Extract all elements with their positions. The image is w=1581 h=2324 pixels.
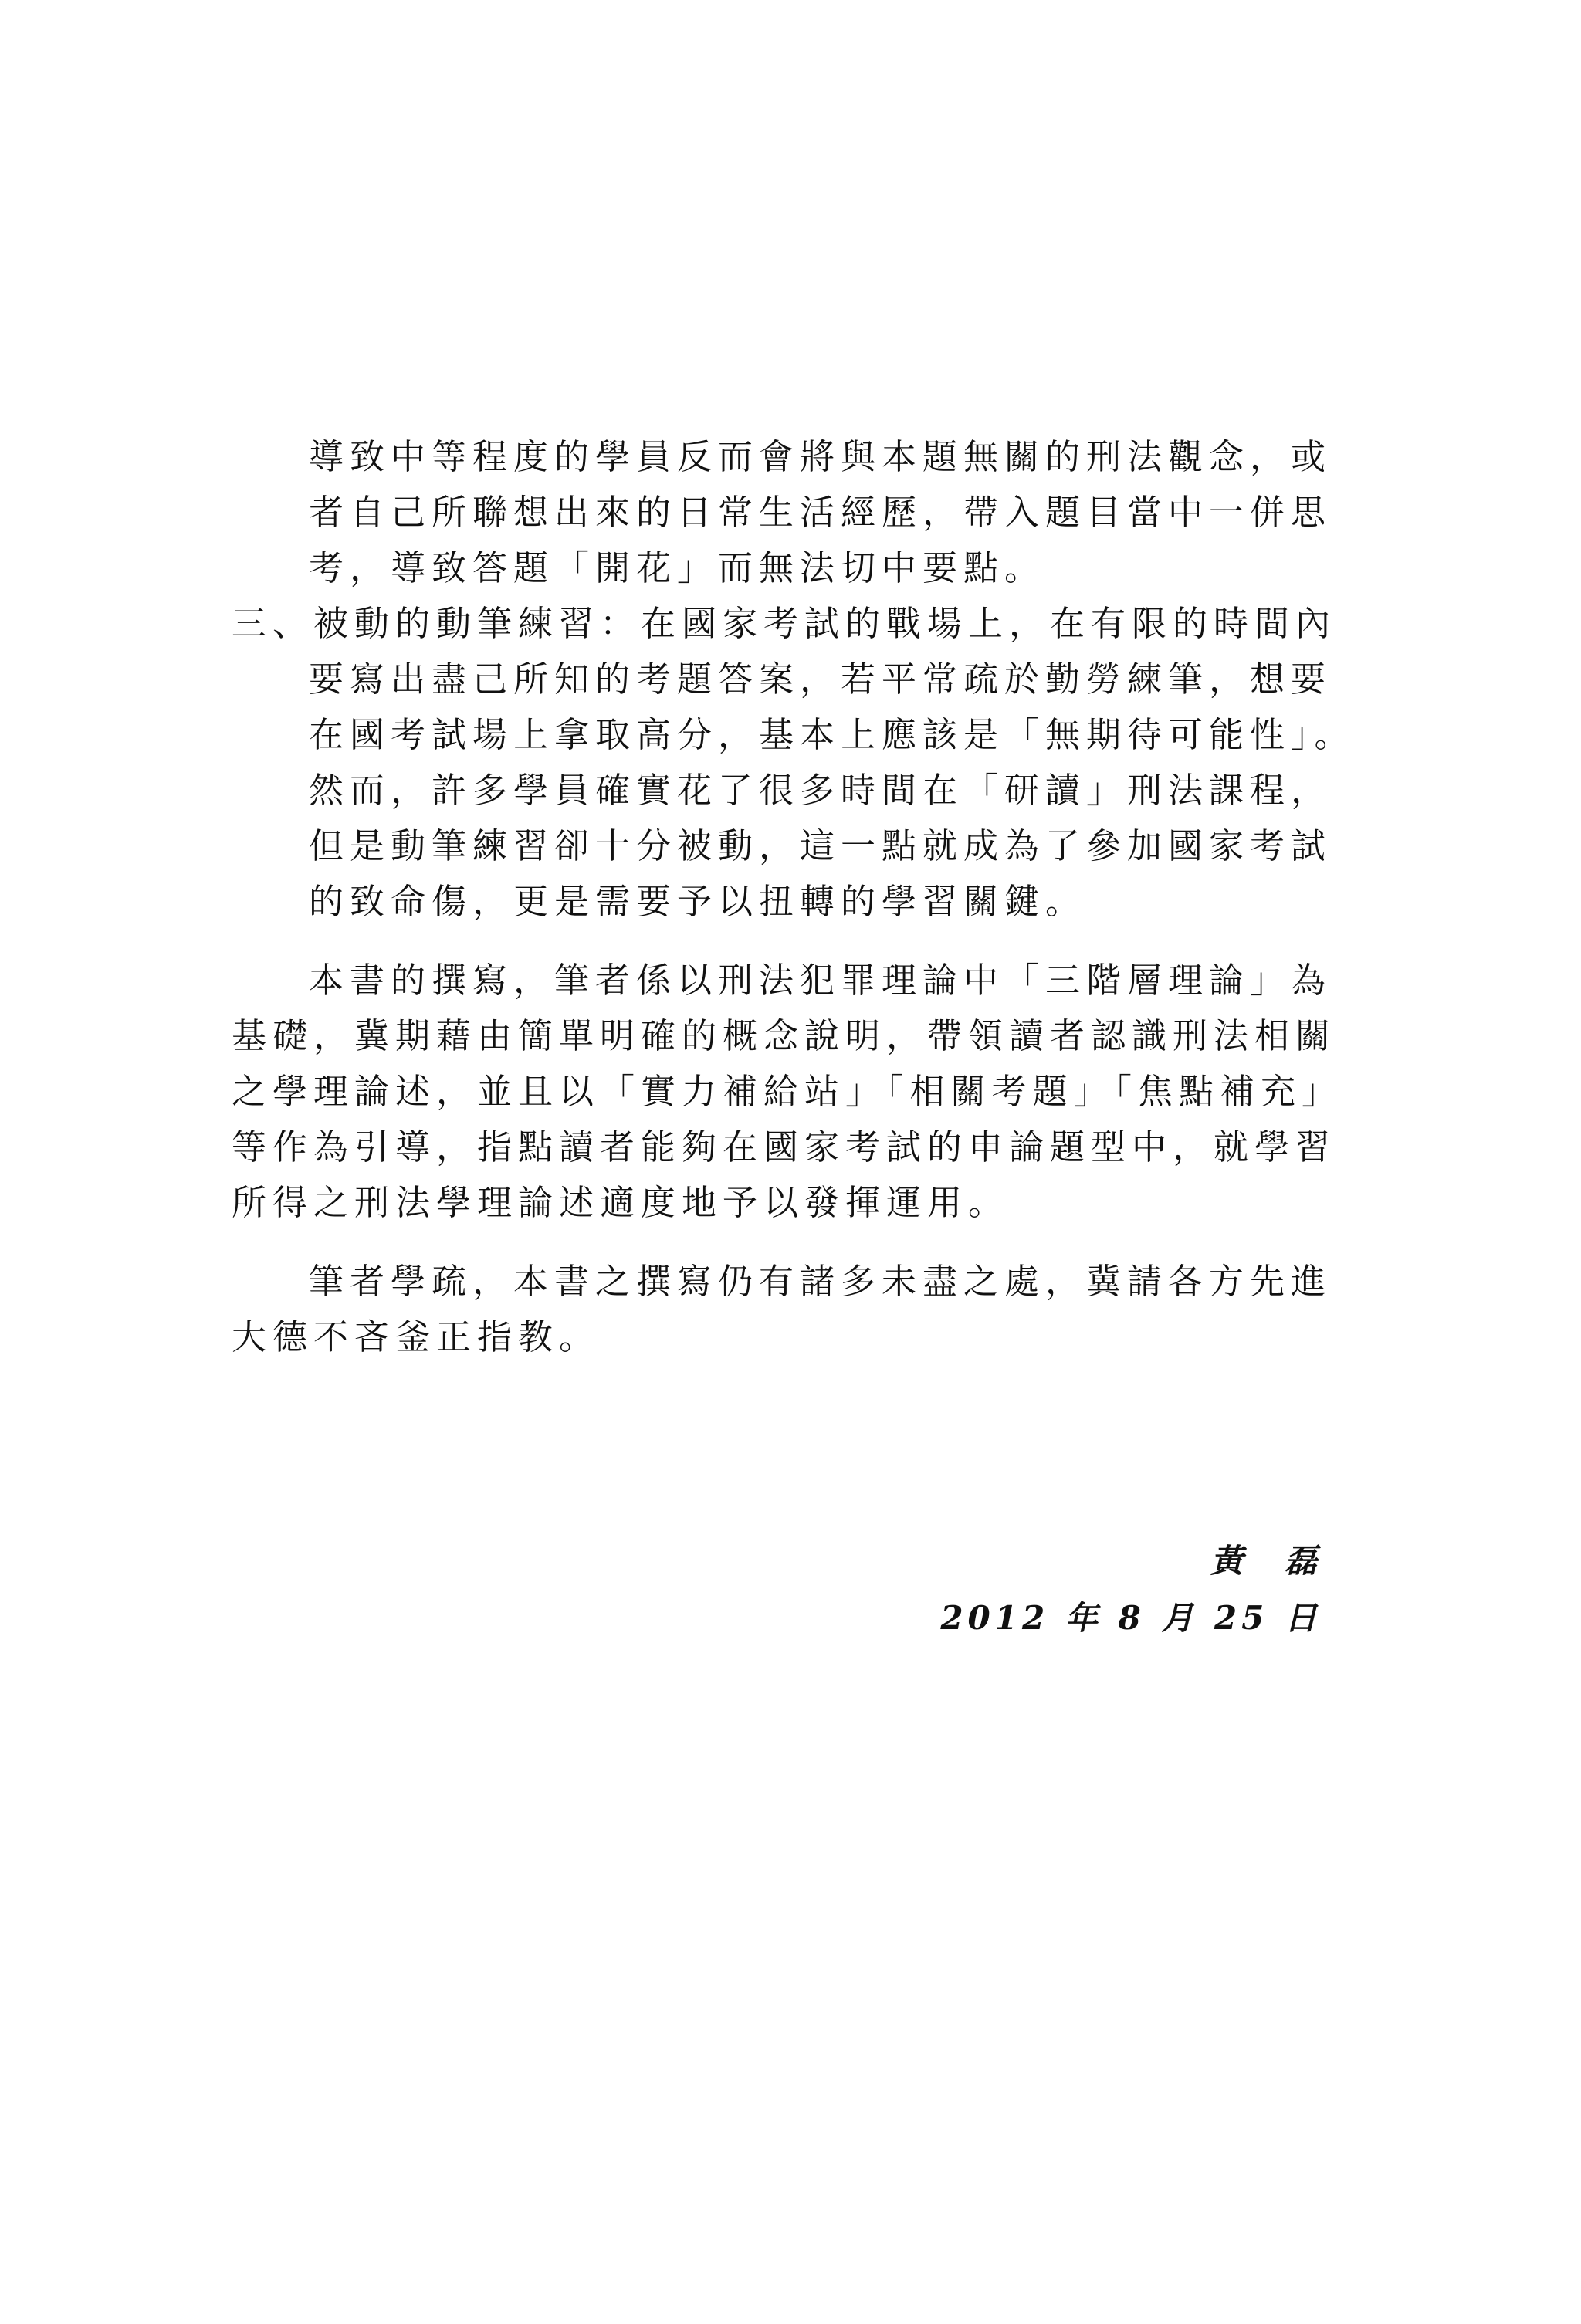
- text-line: 基礎，冀期藉由簡單明確的概念說明，帶領讀者認識刑法相關: [232, 1015, 1337, 1056]
- text-line: 但是動筆練習卻十分被動，這一點就成為了參加國家考試: [309, 825, 1332, 866]
- text-line: 導致中等程度的學員反而會將與本題無關的刑法觀念，或: [309, 436, 1332, 477]
- text-line: 筆者學疏，本書之撰寫仍有諸多未盡之處，冀請各方先進: [309, 1261, 1332, 1302]
- text-line: 者自己所聯想出來的日常生活經歷，帶入題目當中一併思: [309, 492, 1332, 533]
- text-line: 之學理論述，並且以「實力補給站」「相關考題」「焦點補充」: [232, 1071, 1343, 1112]
- text-line: 等作為引導，指點讀者能夠在國家考試的申論題型中，就學習: [232, 1126, 1337, 1167]
- author-name: 黃 磊: [1210, 1542, 1322, 1580]
- signature-date: 2012 年 8 月 25 日: [940, 1599, 1322, 1637]
- text-line: 的致命傷，更是需要予以扭轉的學習關鍵。: [309, 881, 1087, 922]
- text-line: 在國考試場上拿取高分，基本上應該是「無期待可能性」。: [309, 714, 1356, 755]
- text-line: 然而，許多學員確實花了很多時間在「研讀」刑法課程，: [309, 770, 1332, 811]
- text-line: 三、被動的動筆練習：在國家考試的戰場上，在有限的時間內: [232, 603, 1337, 644]
- text-line: 本書的撰寫，筆者係以刑法犯罪理論中「三階層理論」為: [309, 960, 1332, 1001]
- text-line: 考，導致答題「開花」而無法切中要點。: [309, 547, 1046, 588]
- text-line: 要寫出盡己所知的考題答案，若平常疏於勤勞練筆，想要: [309, 659, 1332, 700]
- text-line: 大德不吝釜正指教。: [232, 1316, 601, 1357]
- text-line: 所得之刑法學理論述適度地予以發揮運用。: [232, 1182, 1010, 1223]
